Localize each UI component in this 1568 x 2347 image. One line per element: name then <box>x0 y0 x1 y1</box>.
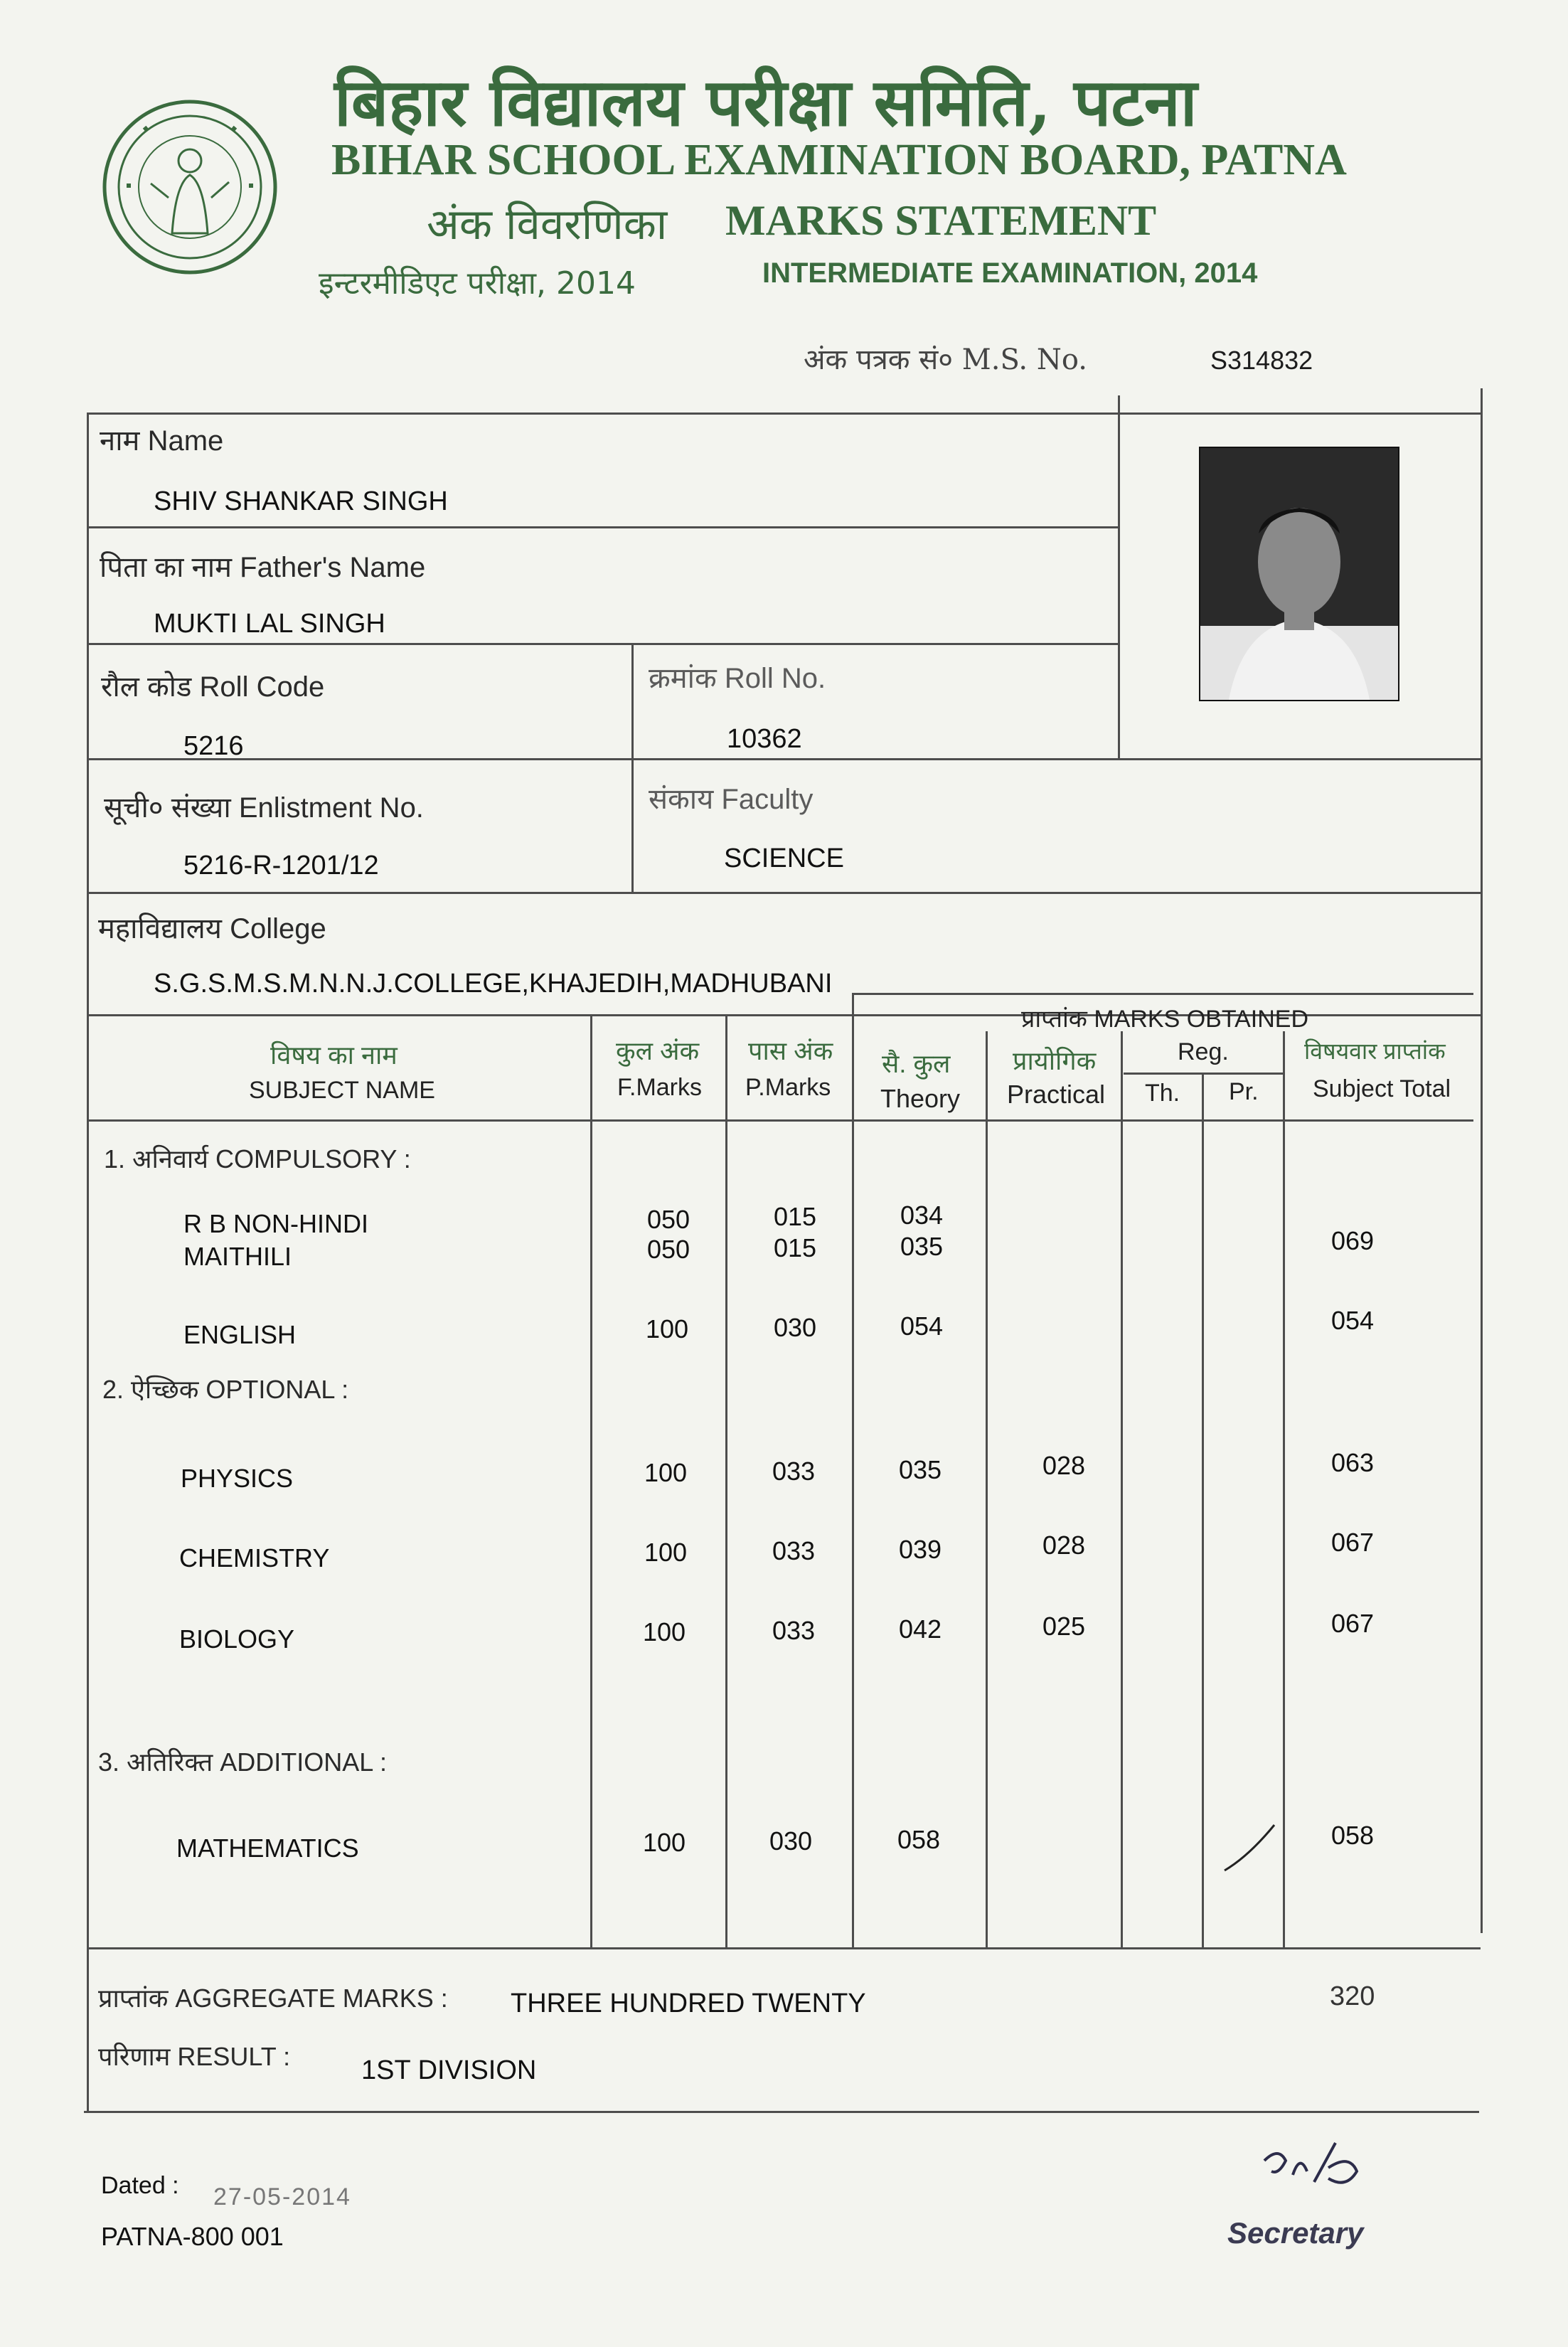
subject-practical: 025 <box>1042 1612 1086 1641</box>
subject-fmarks: 050 <box>647 1205 690 1234</box>
subject-pmarks: 033 <box>772 1536 816 1565</box>
marks-obtained-header: प्राप्तांक MARKS OBTAINED <box>1021 1006 1309 1033</box>
fmarks-header-english: F.Marks <box>617 1074 702 1101</box>
enlistment-label: सूची० संख्या Enlistment No. <box>104 792 424 824</box>
roll-no-value: 10362 <box>727 724 802 754</box>
theory-header-english: Theory <box>880 1084 961 1113</box>
subject-total: 069 <box>1331 1226 1375 1255</box>
reg-header: Reg. <box>1178 1038 1229 1065</box>
pen-tick-mark <box>1220 1821 1277 1878</box>
subject-name: CHEMISTRY <box>179 1543 330 1572</box>
dated-label: Dated : <box>101 2172 179 2199</box>
roll-code-label: रौल कोड Roll Code <box>101 671 325 703</box>
enlistment-value: 5216-R-1201/12 <box>183 851 379 880</box>
subject-theory: 042 <box>899 1614 942 1644</box>
subject-fmarks: 100 <box>643 1617 686 1646</box>
subject-name: ENGLISH <box>183 1320 297 1349</box>
subject-pmarks: 030 <box>774 1313 817 1342</box>
subject-total-header-english: Subject Total <box>1313 1075 1451 1102</box>
result-value: 1ST DIVISION <box>361 2055 537 2085</box>
board-title-english: BIHAR SCHOOL EXAMINATION BOARD, PATNA <box>331 136 1347 184</box>
subject-theory: 058 <box>897 1825 941 1854</box>
exam-title-english: INTERMEDIATE EXAMINATION, 2014 <box>762 257 1258 289</box>
secretary-label: Secretary <box>1227 2216 1364 2250</box>
student-photo <box>1199 447 1399 701</box>
subject-fmarks: 100 <box>646 1314 689 1343</box>
subject-total: 054 <box>1331 1306 1375 1335</box>
subject-fmarks: 050 <box>647 1235 690 1264</box>
practical-header-hindi: प्रायोगिक <box>1013 1046 1097 1075</box>
pmarks-header-english: P.Marks <box>745 1074 831 1101</box>
reg-pr-header: Pr. <box>1229 1078 1259 1105</box>
subject-theory: 054 <box>900 1311 944 1341</box>
subject-header-english: SUBJECT NAME <box>249 1077 435 1104</box>
photo-divider <box>1118 395 1120 758</box>
bottom-border <box>84 2111 1479 2113</box>
section-optional: 2. ऐच्छिक OPTIONAL : <box>102 1375 349 1404</box>
subject-pmarks: 033 <box>772 1457 816 1486</box>
subject-total: 067 <box>1331 1609 1375 1638</box>
practical-header-english: Practical <box>1007 1080 1106 1109</box>
roll-code-value: 5216 <box>183 731 244 761</box>
statement-title-hindi: अंक विवरणिका <box>427 200 668 250</box>
subject-header-hindi: विषय का नाम <box>270 1041 398 1070</box>
college-value: S.G.S.M.S.M.N.N.J.COLLEGE,KHAJEDIH,MADHUBANI <box>154 969 833 999</box>
result-label: परिणाम RESULT : <box>98 2042 291 2071</box>
subject-name: MAITHILI <box>183 1242 292 1271</box>
father-name-label: पिता का नाम Father's Name <box>100 552 426 583</box>
subject-theory: 034 <box>900 1201 944 1230</box>
statement-title-english: MARKS STATEMENT <box>725 197 1157 244</box>
roll-no-label: क्रमांक Roll No. <box>649 663 826 694</box>
father-name-value: MUKTI LAL SINGH <box>154 609 385 639</box>
theory-header-hindi: सै. कुल <box>882 1049 951 1078</box>
right-border <box>1481 388 1483 1933</box>
reg-th-header: Th. <box>1145 1080 1180 1107</box>
subject-total: 063 <box>1331 1448 1375 1477</box>
subject-name: MATHEMATICS <box>176 1834 359 1863</box>
subject-pmarks: 030 <box>769 1826 813 1856</box>
subject-pmarks: 015 <box>774 1233 817 1262</box>
name-label: नाम Name <box>100 425 224 457</box>
section-compulsory: 1. अनिवार्य COMPULSORY : <box>104 1144 411 1174</box>
college-label: महाविद्यालय College <box>98 913 326 944</box>
aggregate-words: THREE HUNDRED TWENTY <box>511 1989 866 2018</box>
board-seal-logo <box>101 98 279 276</box>
subject-fmarks: 100 <box>643 1828 686 1857</box>
section-additional: 3. अतिरिक्त ADDITIONAL : <box>98 1747 387 1777</box>
subject-fmarks: 100 <box>644 1458 688 1487</box>
issue-date: 27-05-2014 <box>213 2183 351 2210</box>
faculty-label: संकाय Faculty <box>649 784 814 815</box>
subject-practical: 028 <box>1042 1531 1086 1560</box>
top-border <box>87 413 1481 415</box>
subject-name: R B NON-HINDI <box>183 1209 368 1238</box>
subject-pmarks: 033 <box>772 1616 816 1645</box>
subject-name: PHYSICS <box>181 1464 294 1493</box>
faculty-value: SCIENCE <box>724 843 844 873</box>
subject-theory: 035 <box>900 1232 944 1261</box>
fmarks-header-hindi: कुल अंक <box>616 1036 700 1065</box>
ms-no-label: अंक पत्रक सं० M.S. No. <box>804 344 1087 376</box>
subject-theory: 039 <box>899 1535 942 1564</box>
board-title-hindi: बिहार विद्यालय परीक्षा समिति, पटना <box>334 64 1198 141</box>
ms-no-value: S314832 <box>1210 346 1313 375</box>
subject-theory: 035 <box>899 1455 942 1484</box>
subject-name: BIOLOGY <box>179 1624 295 1654</box>
subject-pmarks: 015 <box>774 1202 817 1231</box>
aggregate-value: 320 <box>1330 1981 1375 2011</box>
subject-practical: 028 <box>1042 1451 1086 1480</box>
left-border <box>87 413 89 2112</box>
exam-title-hindi: इन्टरमीडिएट परीक्षा, 2014 <box>319 265 636 302</box>
address: PATNA-800 001 <box>101 2222 284 2251</box>
subject-total-header-hindi: विषयवार प्राप्तांक <box>1304 1038 1446 1064</box>
name-value: SHIV SHANKAR SINGH <box>154 486 448 516</box>
secretary-signature <box>1257 2139 1399 2196</box>
aggregate-label: प्राप्तांक AGGREGATE MARKS : <box>98 1984 448 2013</box>
subject-total: 058 <box>1331 1821 1375 1850</box>
pmarks-header-hindi: पास अंक <box>748 1036 833 1065</box>
subject-fmarks: 100 <box>644 1538 688 1567</box>
subject-total: 067 <box>1331 1528 1375 1557</box>
